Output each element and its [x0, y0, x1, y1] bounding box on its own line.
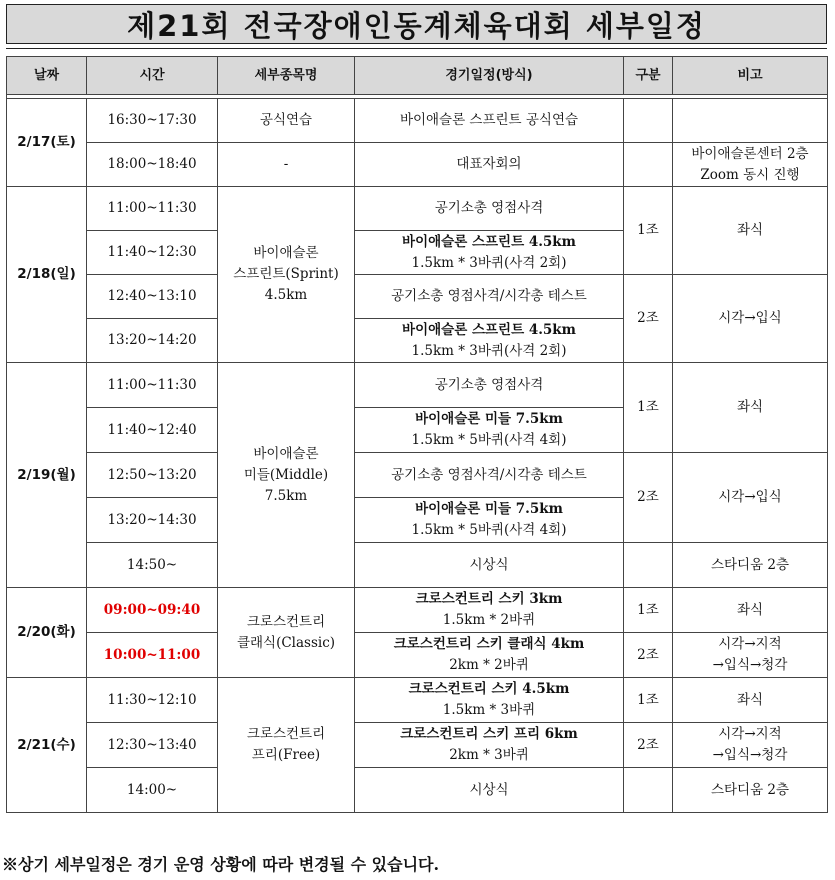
time-cell: 12:30~13:40 — [87, 723, 218, 768]
schedule-title: 크로스컨트리 스키 프리 6km — [400, 726, 578, 742]
group-cell: 2조 — [624, 723, 673, 768]
schedule-cell — [355, 498, 624, 543]
schedule-cell: 공기소총 영점사격 — [355, 363, 624, 408]
schedule-detail: 2km * 2바퀴 — [449, 657, 529, 673]
schedule-cell — [355, 408, 624, 453]
schedule-detail: 1.5km * 3바퀴 — [442, 702, 536, 718]
page-title-banner — [6, 4, 827, 44]
table-row — [7, 768, 828, 813]
time-cell: 12:50~13:20 — [87, 453, 218, 498]
schedule-cell: 시상식 — [355, 768, 624, 813]
schedule-cell — [355, 588, 624, 633]
schedule-cell: 바이애슬론 스프린트 공식연습 — [355, 99, 624, 143]
schedule-cell: 대표자회의 — [355, 143, 624, 187]
schedule-title: 바이애슬론 스프린트 4.5km — [402, 321, 576, 338]
header-note: 비고 — [673, 57, 828, 95]
time-cell-highlight: 09:00~09:40 — [87, 588, 218, 633]
time-cell: 18:00~18:40 — [87, 143, 218, 187]
time-cell: 11:40~12:30 — [87, 231, 218, 275]
time-cell-highlight: 10:00~11:00 — [87, 633, 218, 678]
table-row — [7, 143, 828, 187]
time-cell: 13:20~14:20 — [87, 319, 218, 363]
schedule-cell: 공기소총 영점사격/시각총 테스트 — [355, 453, 624, 498]
schedule-cell: 공기소총 영점사격 — [355, 187, 624, 231]
header-group: 구분 — [624, 57, 673, 95]
table-row — [7, 99, 828, 143]
note-cell: 좌식 — [673, 588, 828, 633]
time-cell: 12:40~13:10 — [87, 275, 218, 319]
schedule-title: 바이애슬론 스프린트 4.5km — [402, 233, 576, 250]
schedule-cell: 공기소총 영점사격/시각총 테스트 — [355, 275, 624, 319]
schedule-cell — [355, 231, 624, 275]
header-schedule: 경기일정(방식) — [355, 57, 624, 95]
group-cell — [624, 143, 673, 187]
schedule-detail: 1.5km * 5바퀴(사격 4회) — [411, 432, 567, 448]
group-cell: 1조 — [624, 588, 673, 633]
event-cell: 공식연습 — [218, 99, 355, 143]
note-cell: 시각→지적 →입식→청각 — [673, 723, 828, 768]
note-cell: 좌식 — [673, 363, 828, 453]
schedule-detail: 1.5km * 5바퀴(사격 4회) — [411, 522, 567, 538]
event-cell: - — [218, 143, 355, 187]
time-cell: 11:40~12:40 — [87, 408, 218, 453]
date-cell: 2/20(화) — [7, 588, 87, 678]
group-cell — [624, 543, 673, 588]
date-cell: 2/21(수) — [7, 678, 87, 813]
schedule-detail: 2km * 3바퀴 — [449, 747, 529, 763]
header-event: 세부종목명 — [218, 57, 355, 95]
time-cell: 14:50~ — [87, 543, 218, 588]
footer-note: ※상기 세부일정은 경기 운영 상황에 따라 변경될 수 있습니다. — [2, 855, 440, 874]
page-title: 제21회 전국장애인동계체육대회 세부일정 — [127, 8, 706, 43]
header-date: 날짜 — [7, 57, 87, 95]
table-row — [7, 275, 828, 319]
group-cell: 2조 — [624, 633, 673, 678]
header-row — [7, 57, 828, 95]
note-cell: 시각→지적 →입식→청각 — [673, 633, 828, 678]
schedule-detail: 1.5km * 2바퀴 — [442, 612, 536, 628]
table-row — [7, 633, 828, 678]
schedule-cell — [355, 319, 624, 363]
note-cell: 스타디움 2층 — [673, 768, 828, 813]
schedule-cell — [355, 678, 624, 723]
schedule-title: 크로스컨트리 스키 3km — [415, 591, 563, 607]
schedule-cell: 시상식 — [355, 543, 624, 588]
event-cell: 크로스컨트리 클래식(Classic) — [218, 588, 355, 678]
schedule-cell — [355, 633, 624, 678]
event-cell: 바이애슬론 미들(Middle) 7.5km — [218, 363, 355, 588]
table-row — [7, 543, 828, 588]
schedule-table — [6, 56, 828, 813]
group-cell: 1조 — [624, 187, 673, 275]
note-cell — [673, 99, 828, 143]
date-cell: 2/19(월) — [7, 363, 87, 588]
table-row — [7, 678, 828, 723]
group-cell — [624, 99, 673, 143]
table-row — [7, 187, 828, 231]
table-row — [7, 723, 828, 768]
schedule-cell — [355, 723, 624, 768]
date-cell: 2/18(일) — [7, 187, 87, 363]
event-cell: 바이애슬론 스프린트(Sprint) 4.5km — [218, 187, 355, 363]
group-cell: 2조 — [624, 453, 673, 543]
note-cell: 좌식 — [673, 678, 828, 723]
title-rule — [6, 48, 827, 49]
time-cell: 11:00~11:30 — [87, 187, 218, 231]
time-cell: 16:30~17:30 — [87, 99, 218, 143]
group-cell — [624, 768, 673, 813]
time-cell: 11:00~11:30 — [87, 363, 218, 408]
time-cell: 11:30~12:10 — [87, 678, 218, 723]
group-cell: 1조 — [624, 363, 673, 453]
schedule-title: 크로스컨트리 스키 클래식 4km — [393, 636, 585, 652]
date-cell: 2/17(토) — [7, 99, 87, 187]
table-row — [7, 588, 828, 633]
schedule-detail: 1.5km * 3바퀴(사격 2회) — [411, 254, 567, 271]
header-time: 시간 — [87, 57, 218, 95]
note-cell: 좌식 — [673, 187, 828, 275]
time-cell: 14:00~ — [87, 768, 218, 813]
table-row — [7, 453, 828, 498]
schedule-title: 바이애슬론 미들 7.5km — [415, 411, 563, 427]
schedule-detail: 1.5km * 3바퀴(사격 2회) — [411, 342, 567, 359]
group-cell: 1조 — [624, 678, 673, 723]
group-cell: 2조 — [624, 275, 673, 363]
event-cell: 크로스컨트리 프리(Free) — [218, 678, 355, 813]
schedule-title: 바이애슬론 미들 7.5km — [415, 501, 563, 517]
note-cell: 스타디움 2층 — [673, 543, 828, 588]
time-cell: 13:20~14:30 — [87, 498, 218, 543]
note-cell: 시각→입식 — [673, 275, 828, 363]
schedule-title: 크로스컨트리 스키 4.5km — [408, 681, 570, 697]
table-row — [7, 363, 828, 408]
note-cell: 바이애슬론센터 2층 Zoom 동시 진행 — [673, 143, 828, 187]
note-cell: 시각→입식 — [673, 453, 828, 543]
